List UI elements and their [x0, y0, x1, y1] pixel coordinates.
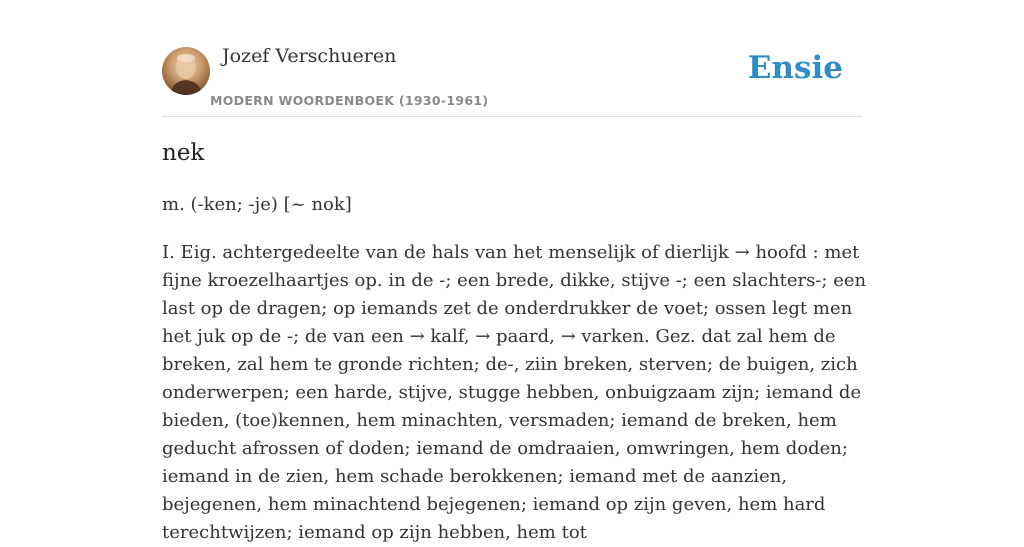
author-name[interactable]: Jozef Verschueren: [222, 45, 397, 67]
grammar-info: m. (-ken; -je) [~ nok]: [162, 194, 352, 215]
page-title: nek: [162, 140, 205, 166]
source-label[interactable]: MODERN WOORDENBOEK (1930-1961): [210, 93, 489, 108]
site-logo[interactable]: Ensie: [747, 50, 843, 86]
author-avatar[interactable]: [162, 47, 210, 95]
definition-text: I. Eig. achtergedeelte van de hals van het menselijk of dierlijk → hoofd : met fijne kroezelhaartjes op. in de -; een brede, dikke, stijve -; een slachters-; een last op de dragen; op iemands zet de onderdrukker de voet; ossen legt men het juk op de -; de van een → kalf, → paard, → varken. Gez. dat zal hem de breken, zal hem te gronde richten; de-, ziin breken, sterven; de buigen, zich onderwerpen; een harde, stijve, stugge hebben, onbuigzaam zijn; iemand de bieden, (toe)kennen, hem minachten, versmaden; iemand de breken, hem geducht afrossen of doden; iemand de omdraaien, omwringen, hem doden; iemand in de zien, hem schade berokkenen; iemand met de aanzien, bejegenen, hem minachtend bejegenen; iemand op zijn geven, hem hard terechtwijzen; iemand op zijn hebben, hem tot: [162, 242, 867, 543]
entry-page: [162, 0, 867, 543]
author-portrait-icon: [162, 47, 210, 95]
entry-header: [162, 0, 862, 117]
